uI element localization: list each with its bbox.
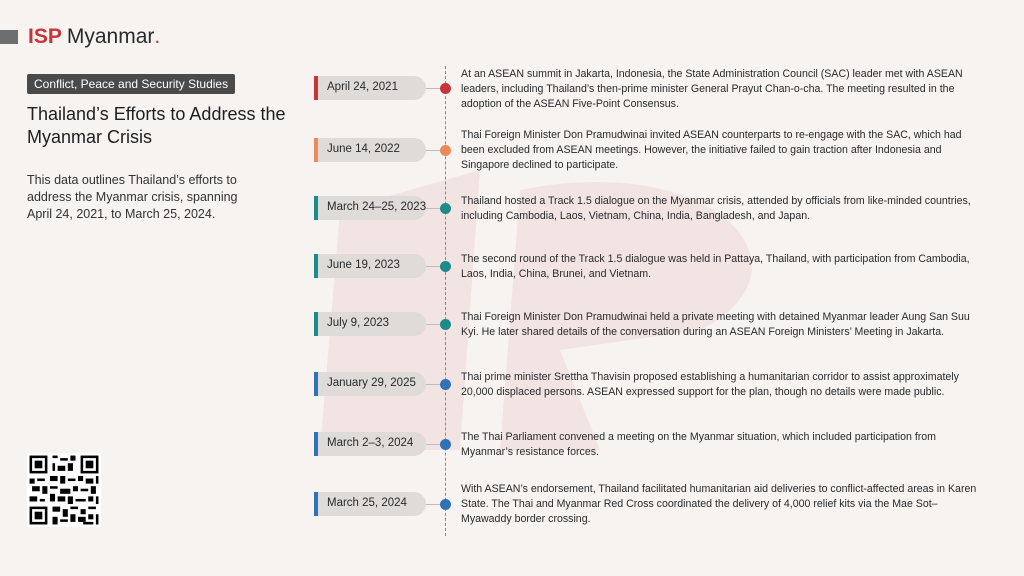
timeline-dot — [440, 439, 451, 450]
page-title: Thailand’s Efforts to Address the Myanmar Crisis — [27, 104, 286, 147]
timeline-event-text: With ASEAN’s endorsement, Thailand facilitated humanitarian aid deliveries to conflict-affected areas in Karen State. The Thai and Myanmar Red Cross coordinated the delivery of 4,000 relief kits via the Mae Sot–Myawaddy border crossing. — [461, 483, 977, 525]
brand-logo — [0, 26, 160, 48]
timeline-date: July 9, 2023 — [327, 317, 390, 329]
timeline-dot — [440, 145, 451, 156]
date-accent-bar — [314, 254, 318, 278]
logo-name: Myanmar — [66, 25, 155, 48]
timeline-event-text: Thai Foreign Minister Don Pramudwinai invited ASEAN counterparts to re-engage with the SAC, which had been excluded from ASEAN meetings. However, the initiative failed to gain traction after Indonesia and Singapore declined to participate. — [461, 129, 962, 171]
timeline-date-pill — [314, 432, 426, 456]
timeline-dot — [440, 203, 451, 214]
timeline-date-pill — [314, 492, 426, 516]
timeline-date-pill — [314, 196, 426, 220]
timeline-dot — [440, 379, 451, 390]
logo-isp: ISP — [28, 25, 62, 48]
timeline-dot — [440, 261, 451, 272]
timeline-date-pill — [314, 138, 426, 162]
logo-bar — [0, 30, 18, 44]
timeline-line — [445, 66, 446, 536]
date-accent-bar — [314, 492, 318, 516]
timeline-date: January 29, 2025 — [327, 377, 416, 389]
date-accent-bar — [314, 76, 318, 100]
timeline-date-pill — [314, 76, 426, 100]
timeline-date: June 19, 2023 — [327, 259, 400, 271]
category-tag: Conflict, Peace and Security Studies — [27, 74, 235, 94]
date-accent-bar — [314, 372, 318, 396]
logo-dot: . — [154, 25, 161, 48]
timeline-date: March 25, 2024 — [327, 497, 407, 509]
timeline-date-pill — [314, 312, 426, 336]
page-description: This data outlines Thailand’s efforts to address the Myanmar crisis, spanning April 24, 2021, to March 25, 2024. — [27, 173, 238, 221]
qr-code-icon — [27, 453, 101, 527]
timeline-event-text: Thai Foreign Minister Don Pramudwinai held a private meeting with detained Myanmar leader Aung San Suu Kyi. He later shared details of the conversation during an ASEAN Foreign Ministers’ Meeting in Jakarta. — [461, 311, 970, 338]
timeline-date: March 24–25, 2023 — [327, 201, 427, 213]
date-accent-bar — [314, 432, 318, 456]
timeline-date: June 14, 2022 — [327, 143, 400, 155]
timeline-dot — [440, 499, 451, 510]
date-accent-bar — [314, 312, 318, 336]
timeline-date-pill — [314, 254, 426, 278]
timeline-event-text: Thailand hosted a Track 1.5 dialogue on the Myanmar crisis, attended by officials from like-minded countries, including Cambodia, Laos, Vietnam, China, India, Bangladesh, and Japan. — [461, 195, 971, 222]
timeline-date: April 24, 2021 — [327, 81, 398, 93]
date-accent-bar — [314, 196, 318, 220]
timeline-dot — [440, 319, 451, 330]
date-accent-bar — [314, 138, 318, 162]
timeline-event-text: At an ASEAN summit in Jakarta, Indonesia, the State Administration Council (SAC) leader met with ASEAN leaders, including Thailand’s then-prime minister General Prayut Chan-o-cha. The meeting resulted in the adoption of the ASEAN Five-Point Consensus. — [461, 68, 963, 110]
timeline-event-text: The Thai Parliament convened a meeting on the Myanmar situation, which included participation from Myanmar’s resistance forces. — [461, 431, 937, 458]
timeline-date: March 2–3, 2024 — [327, 437, 414, 449]
timeline-date-pill — [314, 372, 426, 396]
timeline-event-text: Thai prime minister Srettha Thavisin proposed establishing a humanitarian corridor to assist approximately 20,000 displaced persons. ASEAN expressed support for the plan, though no details were made public. — [461, 371, 959, 398]
timeline-event-text: The second round of the Track 1.5 dialogue was held in Pattaya, Thailand, with participation from Cambodia, Laos, India, China, Brunei, and Vietnam. — [461, 253, 970, 280]
timeline-dot — [440, 83, 451, 94]
